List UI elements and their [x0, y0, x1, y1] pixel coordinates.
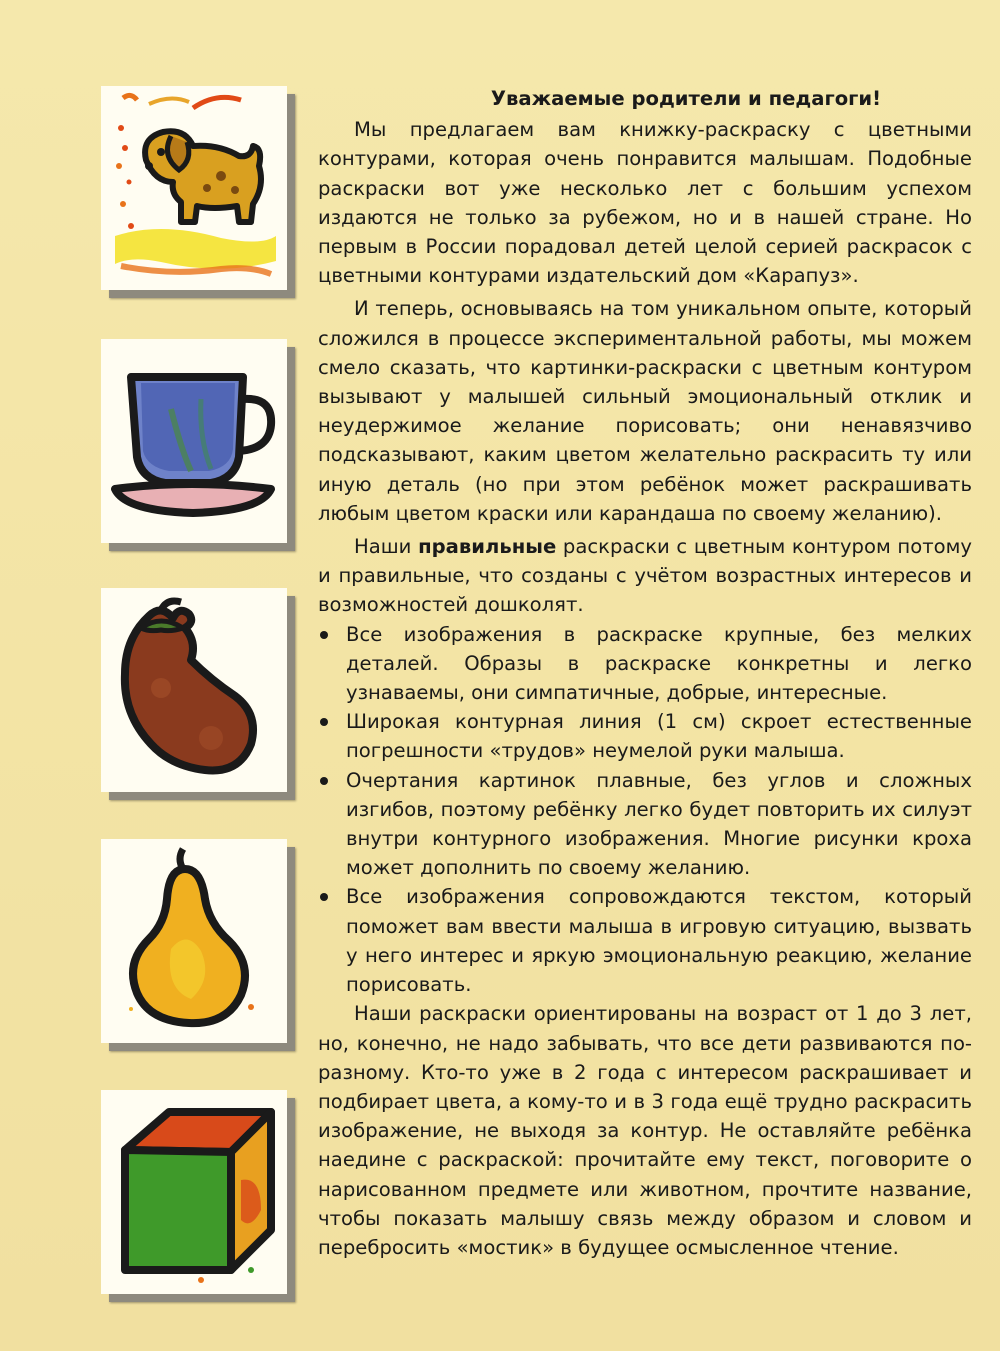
text-column — [318, 84, 972, 1262]
illustration-card-eggplant — [101, 588, 287, 792]
paragraph-3-before: Наши — [354, 535, 419, 559]
eggplant-icon — [101, 588, 287, 792]
bullet-item — [318, 620, 972, 708]
paragraph-3-after: раскраски с цветным контуром потому и правильные, что созданы с учётом возрастных интересов и возможностей дошколят. — [318, 535, 972, 617]
bullet-item — [318, 882, 972, 999]
heading: Уважаемые родители и педагоги! — [490, 87, 882, 110]
bullet-item — [318, 766, 972, 883]
bullet-text: Очертания картинок плавные, без углов и сложных изгибов, поэтому ребёнку легко будет повторить их силуэт внутри контурного изображения. Многие рисунки кроха может дополнить по своему желанию. — [346, 768, 972, 880]
paragraph-4: Наши раскраски ориентированы на возраст от 1 до 3 лет, но, конечно, не надо забывать, что все дети развиваются по-разному. Кто-то уже в 2 года с интересом раскрашивает и подбирает цвета, а кому-то и в 3 года ещё трудно раскрасить изображение, не выходя за контур. Не оставляйте ребёнка наедине с раскраской: прочитайте ему текст, поговорите о нарисованном предмете или животном, прочтите название, чтобы показать малышу связь между образом и словом и перебросить «мостик» в будущее осмысленное чтение. — [318, 1002, 972, 1259]
bullet-text: Все изображения в раскраске крупные, без мелких деталей. Образы в раскраске конкретны и легко узнаваемы, они симпатичные, добрые, интересные. — [346, 622, 972, 705]
bullet-list — [318, 620, 972, 1000]
paragraph-3 — [318, 532, 972, 620]
pear-icon — [101, 839, 287, 1043]
illustration-card-cube — [101, 1090, 287, 1294]
paragraph-2: И теперь, основываясь на том уникальном опыте, который сложился в процессе экспериментальной работы, мы можем смело сказать, что картинки-раскраски с цветным контуром вызывают у малышей сильный эмоциональный отклик и неудержимое желание порисовать; они ненавязчиво подсказывают, каким цветом желательно раскрасить ту или иную деталь (но при этом ребёнок может раскрашивать любым цветом краски или карандаша по своему желанию). — [318, 297, 972, 525]
cup-icon — [101, 339, 287, 543]
paragraph-1: Мы предлагаем вам книжку-раскраску с цветными контурами, которая очень понравится малышам. Подобные раскраски вот уже несколько лет с большим успехом издаются не только за рубежом, но и в нашей стране. Но первым в России порадовал детей целой серией раскрасок с цветными контурами издательский дом «Карапуз». — [318, 118, 972, 288]
bullet-icon — [320, 631, 328, 639]
bullet-icon — [320, 777, 328, 785]
dog-icon — [101, 86, 287, 290]
bullet-icon — [320, 893, 328, 901]
cube-icon — [101, 1090, 287, 1294]
illustration-card-dog — [101, 86, 287, 290]
illustration-card-cup — [101, 339, 287, 543]
bullet-icon — [320, 718, 328, 726]
bullet-text: Широкая контурная линия (1 см) скроет естественные погрешности «трудов» неумелой руки малыша. — [346, 710, 972, 763]
bullet-item — [318, 707, 972, 765]
paragraph-3-bold: правильные — [418, 535, 557, 559]
bullet-text: Все изображения сопровождаются текстом, который поможет вам ввести малыша в игровую ситуацию, вызвать у него интерес и яркую эмоциональную реакцию, желание порисовать. — [346, 885, 972, 997]
illustration-card-pear — [101, 839, 287, 1043]
